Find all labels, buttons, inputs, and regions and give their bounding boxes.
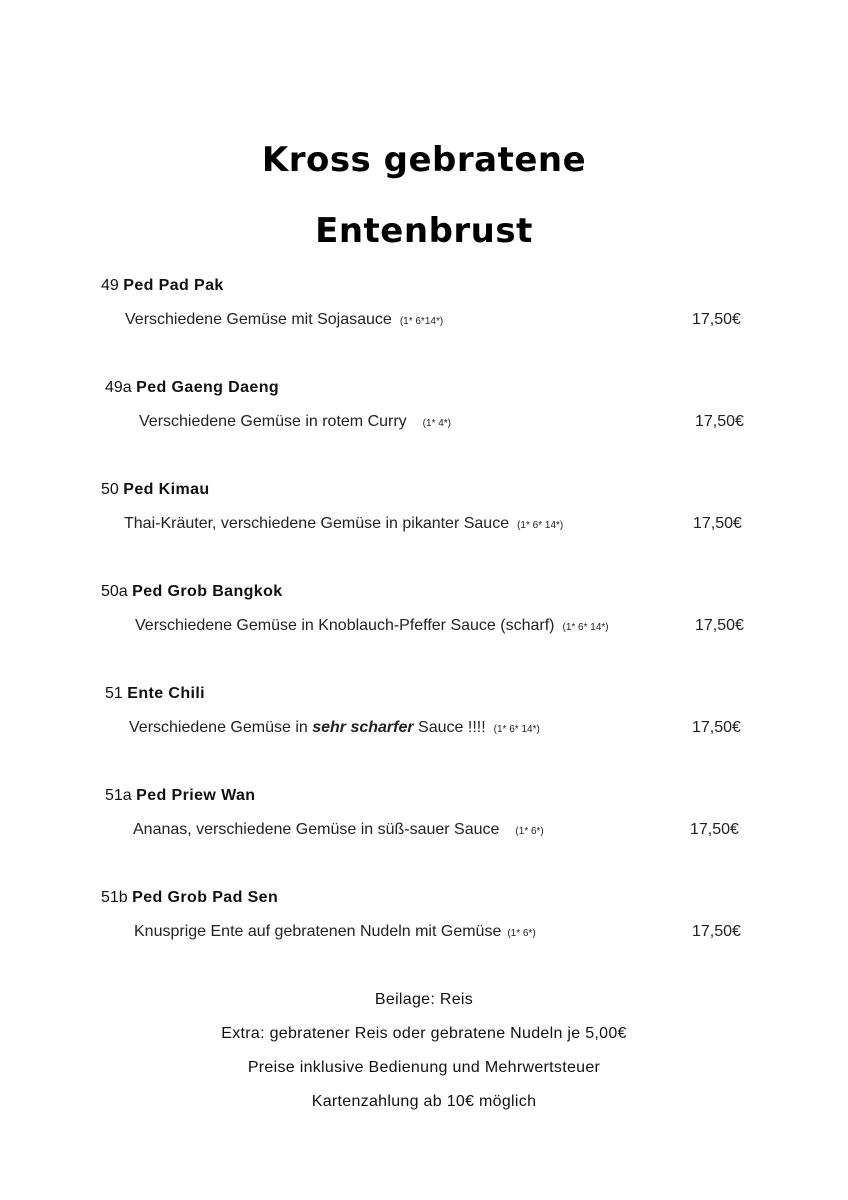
item-price: 17,50€ (692, 923, 741, 940)
item-description (139, 413, 451, 431)
menu-title-line-1: Kross gebratene (261, 140, 587, 180)
item-description (125, 311, 443, 329)
item-number: 51 (105, 685, 123, 702)
item-description-text: Thai-Kräuter, verschiedene Gemüse in pikanter Sauce (124, 515, 510, 532)
menu-item-heading (101, 481, 210, 499)
menu-title-line-2: Entenbrust (315, 211, 533, 251)
item-allergens: (1* 6* 14*) (493, 724, 540, 735)
item-price: 17,50€ (695, 413, 744, 430)
item-name: Ped Grob Bangkok (132, 583, 283, 600)
item-description (124, 515, 563, 533)
item-allergens: (1* 4*) (422, 418, 452, 429)
footer-card-payment: Kartenzahlung ab 10€ möglich (311, 1093, 537, 1110)
item-price: 17,50€ (690, 821, 739, 838)
item-price: 17,50€ (695, 617, 744, 634)
item-description (134, 923, 536, 941)
item-number: 50 (101, 481, 119, 498)
item-number: 51a (105, 787, 132, 804)
menu-item-heading (101, 277, 224, 295)
item-description-text: Verschiedene Gemüse mit Sojasauce (125, 311, 392, 328)
item-description-text: Knusprige Ente auf gebratenen Nudeln mit Gemüse (134, 923, 502, 940)
item-name: Ped Priew Wan (136, 787, 256, 804)
item-description-text: Verschiedene Gemüse in (129, 719, 313, 736)
item-name: Ente Chili (127, 685, 206, 702)
item-description-text: Sauce !!!! (413, 719, 486, 736)
item-price: 17,50€ (693, 515, 742, 532)
item-name: Ped Pad Pak (123, 277, 224, 294)
item-name: Ped Kimau (123, 481, 210, 498)
menu-item-heading (101, 583, 283, 601)
footer-price-note: Preise inklusive Bedienung und Mehrwertsteuer (247, 1059, 601, 1076)
item-name: Ped Grob Pad Sen (132, 889, 279, 906)
item-allergens: (1* 6*) (515, 826, 544, 837)
item-allergens: (1* 6* 14*) (517, 520, 564, 531)
item-price: 17,50€ (692, 311, 741, 328)
item-number: 49a (105, 379, 132, 396)
item-price: 17,50€ (692, 719, 741, 736)
menu-item-heading (105, 685, 205, 703)
item-name: Ped Gaeng Daeng (136, 379, 280, 396)
footer-extra: Extra: gebratener Reis oder gebratene Nudeln je 5,00€ (221, 1025, 627, 1042)
item-description-text: Verschiedene Gemüse in rotem Curry (139, 413, 407, 430)
item-number: 49 (101, 277, 119, 294)
item-allergens: (1* 6*14*) (399, 316, 444, 327)
item-description-text: Ananas, verschiedene Gemüse in süß-sauer Sauce (133, 821, 500, 838)
item-number: 50a (101, 583, 128, 600)
menu-item-heading (105, 787, 255, 805)
item-description (129, 719, 540, 737)
item-description-emphasis: sehr scharfer (312, 719, 414, 736)
menu-item-heading (105, 379, 279, 397)
item-allergens: (1* 6*) (507, 928, 536, 939)
menu-item-heading (101, 889, 278, 907)
item-allergens: (1* 6* 14*) (562, 622, 609, 633)
item-description (135, 617, 609, 635)
item-description (133, 821, 544, 839)
item-description-text: Verschiedene Gemüse in Knoblauch-Pfeffer Sauce (scharf) (135, 617, 555, 634)
footer-side-dish: Beilage: Reis (374, 991, 474, 1008)
item-number: 51b (101, 889, 128, 906)
